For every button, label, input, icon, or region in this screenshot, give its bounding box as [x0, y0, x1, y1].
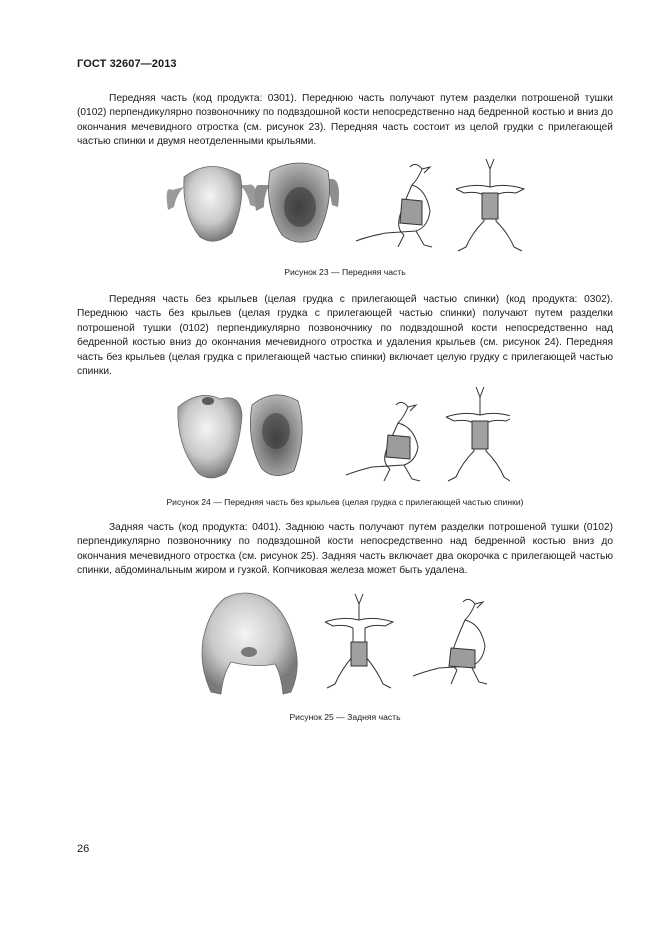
figure-23-caption: Рисунок 23 — Передняя часть [284, 267, 406, 277]
bird-diagram-front-2 [446, 387, 510, 481]
paragraph-front-part: Передняя часть (код продукта: 0301). Переднюю часть получают путем разделки потрошеной тушки (0102) перпендикулярно позвоночнику по подвздошной кости непосредственно над бедренной костью и вниз до окончания мечевидного отростка (см. рисунок 23). Передняя часть состоит из целой грудки с прилегающей частью спинки и двумя неотделенными крыльями. [77, 93, 613, 148]
bird-diagram-side-2 [346, 402, 420, 481]
front-part-photo-1 [167, 166, 257, 241]
figure-24-caption: Рисунок 24 — Передняя часть без крыльев (целая грудка с прилегающей частью спинки) [166, 497, 524, 507]
front-part-photo-2 [255, 163, 339, 242]
figure-23-image [160, 155, 530, 255]
figure-25-image [195, 590, 505, 700]
paragraph-back-part: Задняя часть (код продукта: 0401). Заднюю часть получают путем разделки потрошеной тушки (0102) перпендикулярно позвоночнику по подвздошной кости непосредственно над бедренной костью вниз до окончания мечевидного отростка (см. рисунок 25). Задняя часть включает два окорочка с прилегающей частью спинки, абдоминальным жиром и гузкой. Копчиковая железа может быть удалена. [77, 522, 613, 577]
front-no-wings-photo-1 [178, 395, 242, 478]
front-no-wings-photo-2 [250, 395, 302, 476]
back-part-photo [202, 593, 297, 694]
bird-diagram-front-3 [325, 594, 393, 688]
standard-header: ГОСТ 32607—2013 [77, 58, 177, 70]
bird-diagram-side-3 [413, 599, 487, 684]
page-number: 26 [77, 843, 90, 855]
figure-24-image [170, 385, 510, 485]
figure-25-caption: Рисунок 25 — Задняя часть [289, 712, 401, 722]
paragraph-front-part-no-wings: Передняя часть без крыльев (целая грудка с прилегающей частью спинки) (код продукта: 0302). Переднюю часть без крыльев (целая грудка с прилегающей частью спинки) получают путем разделки потрошеной тушки (0102) перпендикулярно позвоночнику по подвздошной кости непосредственно над бедренной костью вниз до окончания мечевидного отростка и удаления крыльев (см. рисунок 24). Передняя часть без крыльев (целая грудка с прилегающей частью спинки) включает целую грудку с прилегающей частью спинки. [77, 294, 613, 378]
bird-diagram-front-1 [456, 159, 524, 251]
bird-diagram-side-1 [356, 164, 432, 247]
